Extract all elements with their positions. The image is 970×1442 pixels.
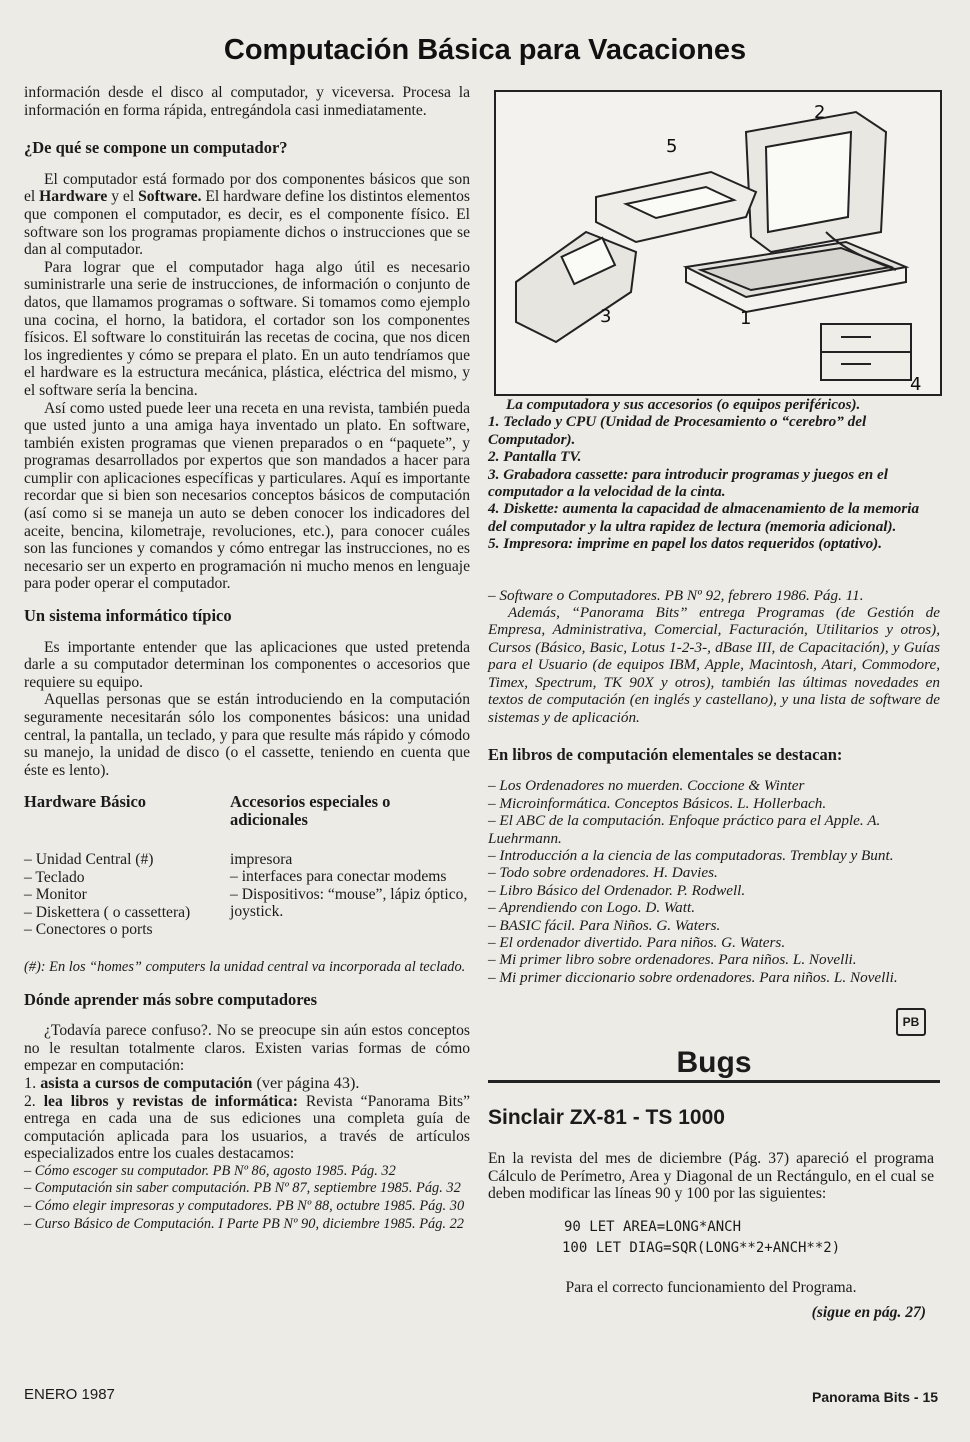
figure-label-4: 4 bbox=[910, 374, 922, 394]
book-item: – Microinformática. Conceptos Básicos. L. Hollerbach. bbox=[488, 794, 827, 812]
footer-date: ENERO 1987 bbox=[24, 1386, 115, 1403]
code-line-90: 90 LET AREA=LONG*ANCH bbox=[564, 1218, 742, 1235]
computer-drawing bbox=[496, 92, 940, 394]
book-item: – El ABC de la computación. Enfoque práctico para el Apple. A. Luehrmann. bbox=[488, 812, 881, 847]
bugs-paragraph: En la revista del mes de diciembre (Pág. 37) apareció el programa Cálculo de Perímetro, Area y Diagonal de un Rectángulo, en el cual se deben modificar las líneas 90 y 100 por las siguientes: bbox=[488, 1150, 934, 1203]
article-item: – Cómo escoger su computador. PB Nº 86, agosto 1985. Pág. 32 bbox=[24, 1162, 396, 1179]
heading-sistema: Un sistema informático típico bbox=[24, 606, 232, 626]
right-column bbox=[488, 396, 940, 986]
paragraph-recipe: Así como usted puede leer una receta en una revista, también pueda que usted junto a una amiga haya inventado un plato. En software, también existen programas que vienen preparados o en “paquete”, y programas desarrollados por expertos que son mandados a hacer para cumplir con aplicaciones específicas y particulares. Aquí es importante recordar que si bien son necesarios conceptos básicos de computación (así como si se maneja un auto se deben conocer los indicadores del aceite, bencina, kilometraje, revoluciones, etc.), para conocer cuáles son las funciones y comandos y cómo entregar las instrucciones, no es necesario ser un experto en programación ni mucho menos en lenguaje para poder operar el computador. bbox=[24, 399, 470, 593]
heading-hardware-basico: Hardware Básico bbox=[24, 792, 147, 812]
hardware-item: – Monitor bbox=[24, 886, 87, 904]
page-title: Computación Básica para Vacaciones bbox=[223, 34, 747, 66]
book-item: – Introducción a la ciencia de las computadoras. Tremblay y Bunt. bbox=[488, 846, 894, 864]
caption-list bbox=[488, 413, 940, 552]
book-item: – El ordenador divertido. Para niños. G. Waters. bbox=[488, 933, 786, 951]
paragraph-ademas: Además, “Panorama Bits” entrega Programas (de Gestión de Empresa, Administrativa, Comercial, Facturación, Utilitarios y otros), Cursos (Básico, Basic, Lotus 1-2-3-, dBase III, de Capacitación), y Guías para el Usuario (de equipos IBM, Apple, Macintosh, Atari, Commodore, Timex, Spectrum, TK 90X y otros), también las últimas novedades en textos de computación (en inglés y castellano), y una lista de software de sistemas y de aplicación. bbox=[488, 604, 940, 726]
hardware-item: – Conectores o ports bbox=[24, 921, 153, 939]
item-libros: 2. lea libros y revistas de informática: Revista “Panorama Bits” entrega en cada una de sus ediciones una completa guía de computación aplicada para los usuarios, a través de artículos especializados entre los cuales destacamos: bbox=[24, 1092, 470, 1163]
book-item: – Mi primer libro sobre ordenadores. Para niños. L. Novelli. bbox=[488, 951, 857, 969]
paragraph-basic-components: Aquellas personas que se están introduciendo en la computación seguramente necesitarán sólo los componentes básicos: una unidad central, la pantalla, un teclado, y para que resulte más rápido y cómodo su manejo, la unidad de disco (o el cassette, teniendo en cuenta que éste es lento). bbox=[24, 691, 470, 779]
accessories-list bbox=[230, 851, 470, 921]
caption-item: 2. Pantalla TV. bbox=[488, 448, 582, 466]
book-item: – BASIC fácil. Para Niños. G. Waters. bbox=[488, 916, 721, 934]
article-item: – Curso Básico de Computación. I Parte PB Nº 90, diciembre 1985. Pág. 22 bbox=[24, 1215, 464, 1232]
articles-list bbox=[24, 1163, 470, 1233]
hardware-item: – Teclado bbox=[24, 868, 85, 886]
figure-label-2: 2 bbox=[814, 102, 826, 123]
pb-logo: PB bbox=[896, 1008, 926, 1036]
article-item: – Computación sin saber computación. PB Nº 87, septiembre 1985. Pág. 32 bbox=[24, 1180, 461, 1197]
caption-item: 1. Teclado y CPU (Unidad de Procesamiento o “cerebro” del Computador). bbox=[488, 413, 867, 448]
figure-label-3: 3 bbox=[600, 306, 612, 327]
book-item: – Aprendiendo con Logo. D. Watt. bbox=[488, 899, 695, 917]
books-list bbox=[488, 777, 940, 986]
bugs-rule bbox=[488, 1080, 940, 1083]
left-column bbox=[24, 84, 470, 1233]
caption-item: 3. Grabadora cassette: para introducir programas y juegos en el computador a la velocidad de la cinta. bbox=[488, 465, 888, 501]
paragraph-software: Para lograr que el computador haga algo útil es necesario suministrarle una serie de instrucciones, de información o conjunto de datos, que llamamos programas o software. Si tomamos como ejemplo una cocina, el horno, la batidora, el cortador son los componentes físicos. El software lo constituirán las recetas de cocina, que nos dicen los ingredientes y cómo se prepara el plato. En un auto tendríamos que el hardware es la estructura mecánica, plástica, eléctrica del mismo, y el software sería la bencina. bbox=[24, 258, 470, 399]
sigue-note: (sigue en pág. 27) bbox=[811, 1304, 926, 1322]
item-cursos: 1. asista a cursos de computación (ver página 43). bbox=[24, 1073, 360, 1092]
paragraph-applications: Es importante entender que las aplicaciones que usted pretenda darle a su computador determinan los componentes o accesorios que requiere su equipo. bbox=[24, 638, 470, 691]
book-item: – Los Ordenadores no muerden. Coccione & Winter bbox=[488, 777, 805, 795]
heading-accesorios: Accesorios especiales o adicionales bbox=[230, 792, 391, 829]
accessory-item: – Dispositivos: “mouse”, lápiz óptico, joystick. bbox=[230, 885, 468, 921]
bugs-title: Bugs bbox=[676, 1046, 752, 1079]
hardware-item: – Diskettera ( o cassettera) bbox=[24, 903, 191, 921]
intro-paragraph: información desde el disco al computador, y viceversa. Procesa la información en forma rápida, entregándola casi inmediatamente. bbox=[24, 84, 470, 119]
heading-libros: En libros de computación elementales se destacan: bbox=[488, 744, 843, 764]
bugs-body bbox=[488, 1150, 934, 1322]
book-item: – Todo sobre ordenadores. H. Davies. bbox=[488, 864, 718, 882]
heading-donde: Dónde aprender más sobre computadores bbox=[24, 989, 318, 1009]
heading-compone: ¿De qué se compone un computador? bbox=[24, 138, 288, 158]
book-item: – Libro Básico del Ordenador. P. Rodwell. bbox=[488, 881, 746, 899]
hardware-table bbox=[24, 793, 470, 939]
hardware-item: – Unidad Central (#) bbox=[24, 850, 154, 868]
figure-label-1: 1 bbox=[740, 308, 752, 329]
caption-item: 4. Diskette: aumenta la capacidad de almacenamiento de la memoria del computador y la ultra rapidez de lectura (memoria adicional). bbox=[488, 500, 920, 535]
figure-label-5: 5 bbox=[666, 136, 678, 157]
accessory-item: – interfaces para conectar modems bbox=[230, 868, 447, 886]
accessory-item: impresora bbox=[230, 850, 293, 868]
computer-illustration bbox=[494, 90, 942, 396]
article-item: – Cómo elegir impresoras y computadores. PB Nº 88, octubre 1985. Pág. 30 bbox=[24, 1198, 465, 1215]
footnote-homes: (#): En los “homes” computers la unidad central va incorporada al teclado. bbox=[24, 958, 466, 975]
book-item: – Mi primer diccionario sobre ordenadores. Para niños. L. Novelli. bbox=[488, 968, 898, 986]
hardware-list bbox=[24, 851, 230, 939]
article-software: – Software o Computadores. PB Nº 92, febrero 1986. Pág. 11. bbox=[488, 586, 864, 604]
paragraph-confuso: ¿Todavía parece confuso?. No se preocupe sin aún estos conceptos no le resultan totalmente claros. Existen varias formas de cómo empezar en computación: bbox=[24, 1022, 470, 1075]
caption-title: La computadora y sus accesorios (o equipos periféricos). bbox=[506, 396, 861, 413]
bugs-closing: Para el correcto funcionamiento del Programa. bbox=[565, 1278, 857, 1296]
paragraph-components: El computador está formado por dos componentes básicos que son el Hardware y el Software. El hardware define los distintos elementos que componen el computador, es decir, es el componente físico. El software son los programas propiamente dichos o instrucciones que se dan al computador. bbox=[24, 170, 471, 259]
footer-page: Panorama Bits - 15 bbox=[812, 1389, 939, 1405]
sinclair-subtitle: Sinclair ZX-81 - TS 1000 bbox=[488, 1106, 725, 1129]
caption-item: 5. Impresora: imprime en papel los datos requeridos (optativo). bbox=[488, 535, 883, 553]
code-line-100: 100 LET DIAG=SQR(LONG**2+ANCH**2) bbox=[562, 1239, 841, 1256]
